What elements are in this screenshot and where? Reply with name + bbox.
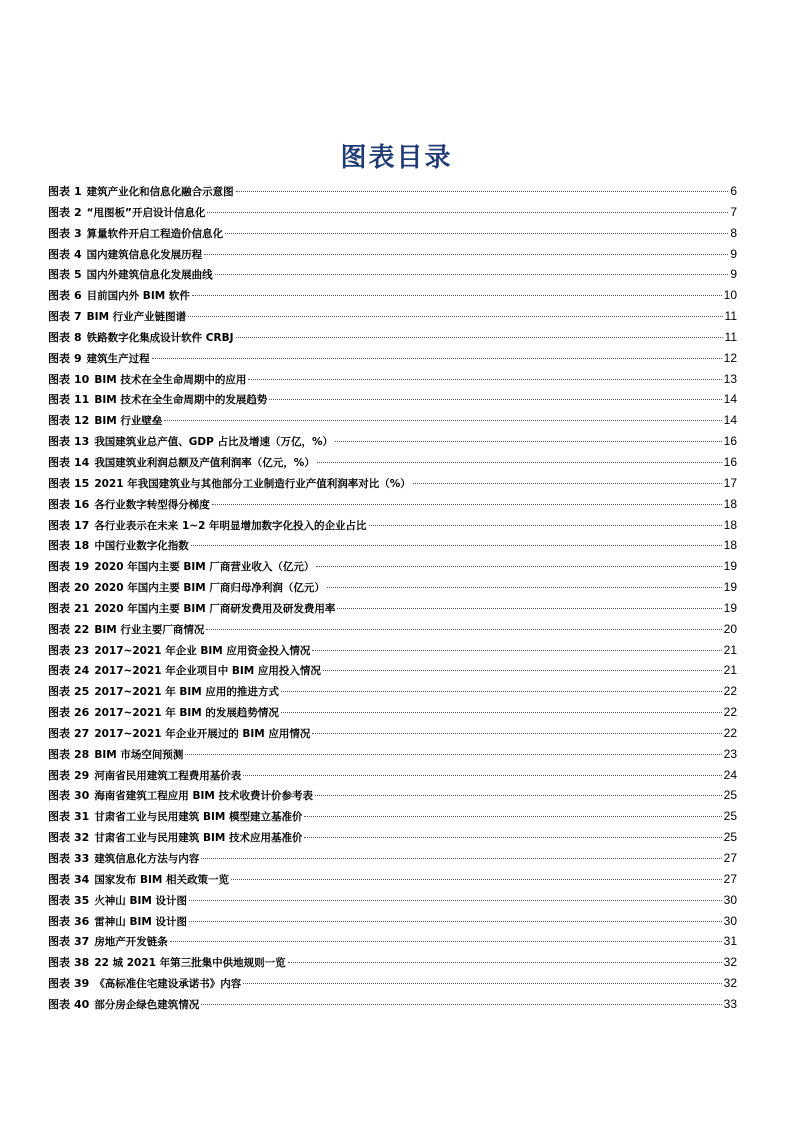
toc-entry[interactable] xyxy=(48,202,737,223)
toc-entry[interactable] xyxy=(48,577,737,598)
toc-entry[interactable] xyxy=(48,890,737,911)
toc-entry-label: 图表 xyxy=(48,831,70,845)
toc-entry-label: 图表 xyxy=(48,497,70,511)
toc-entry-number: 36 xyxy=(74,914,90,928)
toc-entry-number: 8 xyxy=(74,330,82,344)
toc-entry-page-number[interactable]: 25 xyxy=(723,830,737,845)
toc-entry-number: 37 xyxy=(74,935,90,949)
toc-entry-label: 图表 xyxy=(48,518,70,532)
toc-entry-label: 图表 xyxy=(48,768,70,782)
toc-entry-label: 图表 xyxy=(48,560,70,574)
toc-entry-number: 4 xyxy=(74,247,82,261)
toc-entry-number: 6 xyxy=(74,289,82,303)
toc-entry-label: 图表 xyxy=(48,622,70,636)
toc-entry-title[interactable]: BIM 技术在全生命周期中的发展趋势 xyxy=(94,394,268,407)
toc-entry-page-number[interactable]: 18 xyxy=(723,517,737,532)
toc-entry-page-number[interactable]: 7 xyxy=(730,204,737,219)
toc-entry-page-number[interactable]: 9 xyxy=(730,246,737,261)
toc-entry-number: 20 xyxy=(74,581,90,595)
toc-entry-number: 22 xyxy=(74,622,90,636)
toc-entry-label: 图表 xyxy=(48,664,70,678)
toc-entry[interactable] xyxy=(48,306,737,327)
toc-entry-title[interactable]: 甘肃省工业与民用建筑 BIM 技术应用基准价 xyxy=(94,832,303,845)
toc-entry-label: 图表 xyxy=(48,226,70,240)
toc-entry[interactable] xyxy=(48,702,737,723)
toc-entry-label: 图表 xyxy=(48,977,70,991)
toc-entry[interactable] xyxy=(48,598,737,619)
toc-entry-number: 17 xyxy=(74,518,90,532)
toc-entry-title[interactable]: 国内建筑信息化发展历程 xyxy=(86,248,203,261)
toc-entry[interactable] xyxy=(48,369,737,390)
toc-entry[interactable] xyxy=(48,389,737,410)
toc-entry-label: 图表 xyxy=(48,393,70,407)
toc-entry-number: 23 xyxy=(74,643,90,657)
toc-entry-page-number[interactable]: 22 xyxy=(723,684,737,699)
toc-dot-leader xyxy=(281,712,722,713)
toc-entry-title[interactable]: 海南省建筑工程应用 BIM 技术收费计价参考表 xyxy=(94,790,313,803)
toc-entry-page-number[interactable]: 27 xyxy=(723,871,737,886)
toc-entry-title[interactable]: 目前国内外 BIM 软件 xyxy=(86,290,190,303)
toc-entry-label: 图表 xyxy=(48,914,70,928)
toc-entry-title[interactable]: 2020 年国内主要 BIM 厂商研发费用及研发费用率 xyxy=(94,602,336,615)
toc-entry-title[interactable]: 《高标准住宅建设承诺书》内容 xyxy=(94,978,242,991)
toc-dot-leader xyxy=(188,316,722,317)
toc-entry[interactable] xyxy=(48,723,737,744)
toc-entry-title[interactable]: 我国建筑业利润总额及产值利润率（亿元，%） xyxy=(94,456,315,469)
toc-entry-number: 12 xyxy=(74,414,90,428)
toc-dot-leader xyxy=(248,379,721,380)
toc-entry-label: 图表 xyxy=(48,289,70,303)
toc-entry-title[interactable]: 2017~2021 年企业 BIM 应用资金投入情况 xyxy=(94,644,311,657)
toc-dot-leader xyxy=(337,608,721,609)
toc-entry-number: 38 xyxy=(74,956,90,970)
toc-entry-page-number[interactable]: 18 xyxy=(723,538,737,553)
toc-dot-leader xyxy=(269,399,721,400)
toc-entry-page-number[interactable]: 19 xyxy=(723,559,737,574)
toc-dot-leader xyxy=(204,254,728,255)
toc-entry-page-number[interactable]: 32 xyxy=(723,976,737,991)
toc-entry[interactable] xyxy=(48,744,737,765)
toc-entry-number: 26 xyxy=(74,706,90,720)
toc-dot-leader xyxy=(335,441,722,442)
toc-entry-number: 18 xyxy=(74,539,90,553)
toc-entry-title[interactable]: 国家发布 BIM 相关政策一览 xyxy=(94,873,229,886)
page-title: 图表目录 xyxy=(340,143,453,173)
toc-entry-label: 图表 xyxy=(48,810,70,824)
toc-dot-leader xyxy=(189,900,722,901)
toc-entry-page-number[interactable]: 20 xyxy=(723,621,737,636)
toc-dot-leader xyxy=(316,566,721,567)
toc-entry[interactable] xyxy=(48,869,737,890)
toc-entry-page-number[interactable]: 23 xyxy=(723,746,737,761)
toc-entry-page-number[interactable]: 25 xyxy=(723,809,737,824)
toc-entry-number: 27 xyxy=(74,726,90,740)
toc-entry[interactable] xyxy=(48,681,737,702)
toc-entry-number: 32 xyxy=(74,831,90,845)
toc-dot-leader xyxy=(192,295,722,296)
toc-entry-title[interactable]: 火神山 BIM 设计图 xyxy=(94,894,187,907)
toc-entry-title[interactable]: BIM 行业主要厂商情况 xyxy=(94,623,205,636)
toc-entry-title[interactable]: “甩图板”开启设计信息化 xyxy=(86,206,206,219)
toc-entry-page-number[interactable]: 8 xyxy=(730,225,737,240)
toc-entry-number: 2 xyxy=(74,205,82,219)
toc-entry-label: 图表 xyxy=(48,852,70,865)
toc-entry-page-number[interactable]: 30 xyxy=(723,892,737,907)
toc-dot-leader xyxy=(312,733,721,734)
toc-entry-label: 图表 xyxy=(48,185,70,198)
toc-entry-title[interactable]: 建筑产业化和信息化融合示意图 xyxy=(86,186,234,198)
toc-entry-title[interactable]: BIM 市场空间预测 xyxy=(94,748,184,761)
toc-entry-title[interactable]: 2017~2021 年 BIM 的发展趋势情况 xyxy=(94,707,279,720)
toc-entry-page-number[interactable]: 13 xyxy=(723,371,737,386)
toc-entry-page-number[interactable]: 6 xyxy=(730,184,737,198)
toc-entry-title[interactable]: BIM 行业壁垒 xyxy=(94,415,163,428)
toc-entry[interactable] xyxy=(48,765,737,786)
toc-entry-label: 图表 xyxy=(48,935,70,949)
toc-entry-number: 34 xyxy=(74,872,90,886)
toc-dot-leader xyxy=(369,525,722,526)
toc-dot-leader xyxy=(201,1004,721,1005)
toc-entry-title[interactable]: 2017~2021 年企业开展过的 BIM 应用情况 xyxy=(94,727,311,740)
toc-dot-leader xyxy=(243,983,721,984)
toc-entry[interactable] xyxy=(48,452,737,473)
toc-entry-number: 25 xyxy=(74,685,90,699)
toc-entry-page-number[interactable]: 31 xyxy=(723,934,737,949)
toc-entry-label: 图表 xyxy=(48,414,70,428)
toc-entry-title[interactable]: 2017~2021 年 BIM 应用的推进方式 xyxy=(94,686,279,699)
toc-entry-page-number[interactable]: 21 xyxy=(723,642,737,657)
toc-entry-number: 31 xyxy=(74,810,90,824)
toc-entry-number: 35 xyxy=(74,893,90,907)
toc-entry-title[interactable]: 2020 年国内主要 BIM 厂商归母净利润（亿元） xyxy=(94,582,325,595)
toc-entry[interactable] xyxy=(48,535,737,556)
toc-entry-number: 11 xyxy=(74,393,90,407)
toc-dot-leader xyxy=(185,754,721,755)
toc-entry-number: 14 xyxy=(74,455,90,469)
toc-entry[interactable] xyxy=(48,660,737,681)
toc-entry-page-number[interactable]: 16 xyxy=(723,454,737,469)
toc-entry-number: 1 xyxy=(74,185,82,198)
toc-dot-leader xyxy=(207,212,728,213)
toc-entry-label: 图表 xyxy=(48,747,70,761)
toc-entry-page-number[interactable]: 18 xyxy=(723,496,737,511)
toc-entry-number: 15 xyxy=(74,476,90,490)
toc-dot-leader xyxy=(225,233,728,234)
toc-entry-page-number[interactable]: 21 xyxy=(723,663,737,678)
toc-entry-label: 图表 xyxy=(48,372,70,386)
toc-entry-title[interactable]: 2020 年国内主要 BIM 厂商营业收入（亿元） xyxy=(94,561,315,574)
toc-entry-page-number[interactable]: 19 xyxy=(723,600,737,615)
toc-entry-page-number[interactable]: 19 xyxy=(723,580,737,595)
toc-dot-leader xyxy=(236,191,729,192)
toc-dot-leader xyxy=(170,941,722,942)
toc-entry-title[interactable]: 部分房企绿色建筑情况 xyxy=(94,998,200,1011)
toc-entry-page-number[interactable]: 25 xyxy=(723,788,737,803)
toc-entry[interactable] xyxy=(48,556,737,577)
toc-entry-label: 图表 xyxy=(48,205,70,219)
toc-entry-number: 10 xyxy=(74,372,90,386)
toc-entry[interactable] xyxy=(48,911,737,932)
toc-dot-leader xyxy=(236,337,723,338)
toc-entry-label: 图表 xyxy=(48,601,70,615)
toc-dot-leader xyxy=(327,587,722,588)
toc-entry-number: 33 xyxy=(74,852,90,865)
toc-entry-page-number[interactable]: 32 xyxy=(723,955,737,970)
toc-entry-number: 5 xyxy=(74,268,82,282)
toc-entry[interactable] xyxy=(48,619,737,640)
toc-entry-page-number[interactable]: 22 xyxy=(723,705,737,720)
toc-entry[interactable] xyxy=(48,244,737,265)
toc-dot-leader xyxy=(413,483,722,484)
toc-dot-leader xyxy=(152,358,722,359)
toc-entry-page-number[interactable]: 16 xyxy=(723,434,737,449)
toc-entry-title[interactable]: 建筑信息化方法与内容 xyxy=(94,853,200,865)
toc-entry-page-number[interactable]: 24 xyxy=(723,767,737,782)
toc-entry-title[interactable]: 河南省民用建筑工程费用基价表 xyxy=(94,769,242,782)
toc-entry-title[interactable]: BIM 行业产业链图谱 xyxy=(86,311,187,324)
toc-entry-number: 39 xyxy=(74,977,90,991)
toc-entry-title[interactable]: 建筑生产过程 xyxy=(86,352,150,365)
toc-entry-number: 29 xyxy=(74,768,90,782)
toc-entry-number: 21 xyxy=(74,601,90,615)
toc-entry-label: 图表 xyxy=(48,476,70,490)
toc-entry-page-number[interactable]: 14 xyxy=(723,392,737,407)
toc-entry-number: 40 xyxy=(74,997,90,1011)
toc-dot-leader xyxy=(281,691,722,692)
toc-entry[interactable] xyxy=(48,806,737,827)
toc-dot-leader xyxy=(206,629,721,630)
toc-entry-label: 图表 xyxy=(48,330,70,344)
toc-entry-label: 图表 xyxy=(48,268,70,282)
toc-dot-leader xyxy=(212,504,722,505)
toc-entry-number: 7 xyxy=(74,310,82,324)
toc-entry-title[interactable]: 中国行业数字化指数 xyxy=(94,540,189,553)
toc-entry-label: 图表 xyxy=(48,685,70,699)
toc-entry-title[interactable]: 22 城 2021 年第三批集中供地规则一览 xyxy=(94,957,286,970)
toc-entry-title[interactable]: 铁路数字化集成设计软件 CRBJ xyxy=(86,331,234,344)
toc-entry[interactable] xyxy=(48,285,737,306)
toc-entry-page-number[interactable]: 27 xyxy=(723,851,737,865)
toc-entry-label: 图表 xyxy=(48,310,70,324)
toc-entry-label: 图表 xyxy=(48,539,70,553)
toc-entry[interactable] xyxy=(48,785,737,806)
toc-entry-page-number[interactable]: 33 xyxy=(723,996,737,1011)
toc-entry-label: 图表 xyxy=(48,247,70,261)
toc-entry[interactable] xyxy=(48,327,737,348)
toc-entry-label: 图表 xyxy=(48,581,70,595)
toc-entry-page-number[interactable]: 9 xyxy=(730,267,737,282)
toc-entry-label: 图表 xyxy=(48,435,70,449)
toc-entry-title[interactable]: 甘肃省工业与民用建筑 BIM 模型建立基准价 xyxy=(94,811,303,824)
toc-entry[interactable] xyxy=(48,973,737,994)
toc-entry-number: 30 xyxy=(74,789,90,803)
toc-entry-title[interactable]: 国内外建筑信息化发展曲线 xyxy=(86,269,213,282)
toc-entry[interactable] xyxy=(48,994,737,1015)
toc-dot-leader xyxy=(191,545,722,546)
toc-entry-title[interactable]: 算量软件开启工程造价信息化 xyxy=(86,227,224,240)
toc-entry-title[interactable]: 我国建筑业总产值、GDP 占比及增速（万亿，%） xyxy=(94,436,334,449)
toc-entry-number: 28 xyxy=(74,747,90,761)
toc-entry[interactable] xyxy=(48,264,737,285)
toc-entry-title[interactable]: BIM 技术在全生命周期中的应用 xyxy=(94,373,247,386)
toc-entry-label: 图表 xyxy=(48,956,70,970)
toc-entry[interactable] xyxy=(48,931,737,952)
toc-entry-page-number[interactable]: 12 xyxy=(723,350,737,365)
toc-dot-leader xyxy=(312,650,721,651)
toc-entry-label: 图表 xyxy=(48,997,70,1011)
toc-dot-leader xyxy=(323,670,722,671)
toc-entry[interactable] xyxy=(48,410,737,431)
toc-dot-leader xyxy=(243,775,721,776)
toc-entry-title[interactable]: 各行业表示在未来 1~2 年明显增加数字化投入的企业占比 xyxy=(94,519,367,532)
toc-entry-number: 19 xyxy=(74,560,90,574)
toc-entry-number: 16 xyxy=(74,497,90,511)
toc-entry[interactable] xyxy=(48,848,737,869)
toc-dot-leader xyxy=(164,420,721,421)
toc-entry[interactable] xyxy=(48,431,737,452)
toc-entry[interactable] xyxy=(48,827,737,848)
toc-entry-page-number[interactable]: 17 xyxy=(723,475,737,490)
toc-entry-page-number[interactable]: 11 xyxy=(724,329,737,344)
toc-entry-label: 图表 xyxy=(48,351,70,365)
toc-entry-page-number[interactable]: 30 xyxy=(723,913,737,928)
toc-entry[interactable] xyxy=(48,640,737,661)
toc-entry[interactable] xyxy=(48,952,737,973)
toc-entry-page-number[interactable]: 10 xyxy=(723,288,737,303)
toc-entry-number: 24 xyxy=(74,664,90,678)
toc-entry[interactable] xyxy=(48,494,737,515)
toc-dot-leader xyxy=(304,837,721,838)
table-of-figures xyxy=(48,181,737,1015)
toc-dot-leader xyxy=(189,921,722,922)
toc-dot-leader xyxy=(231,879,722,880)
toc-entry[interactable] xyxy=(48,473,737,494)
toc-entry[interactable] xyxy=(48,348,737,369)
toc-entry-label: 图表 xyxy=(48,726,70,740)
toc-entry[interactable] xyxy=(48,223,737,244)
toc-entry-title[interactable]: 2017~2021 年企业项目中 BIM 应用投入情况 xyxy=(94,665,321,678)
toc-entry-title[interactable]: 房地产开发链条 xyxy=(94,936,168,949)
toc-entry-label: 图表 xyxy=(48,789,70,803)
toc-dot-leader xyxy=(201,858,721,859)
toc-entry-page-number[interactable]: 11 xyxy=(724,309,737,324)
toc-entry-label: 图表 xyxy=(48,706,70,720)
toc-entry-title[interactable]: 雷神山 BIM 设计图 xyxy=(94,915,187,928)
toc-entry-page-number[interactable]: 22 xyxy=(723,725,737,740)
toc-entry[interactable] xyxy=(48,515,737,536)
toc-entry-number: 3 xyxy=(74,226,82,240)
toc-entry-title[interactable]: 2021 年我国建筑业与其他部分工业制造行业产值利润率对比（%） xyxy=(94,477,411,490)
toc-entry-number: 9 xyxy=(74,351,82,365)
toc-entry-page-number[interactable]: 14 xyxy=(723,413,737,428)
toc-entry-title[interactable]: 各行业数字转型得分梯度 xyxy=(94,498,210,511)
toc-dot-leader xyxy=(215,274,729,275)
toc-dot-leader xyxy=(317,462,722,463)
toc-entry-label: 图表 xyxy=(48,872,70,886)
toc-entry-number: 13 xyxy=(74,435,90,449)
toc-entry[interactable] xyxy=(48,181,737,202)
toc-dot-leader xyxy=(288,962,722,963)
toc-entry-label: 图表 xyxy=(48,455,70,469)
toc-entry-label: 图表 xyxy=(48,643,70,657)
toc-dot-leader xyxy=(304,816,721,817)
toc-entry-label: 图表 xyxy=(48,893,70,907)
toc-dot-leader xyxy=(315,795,722,796)
